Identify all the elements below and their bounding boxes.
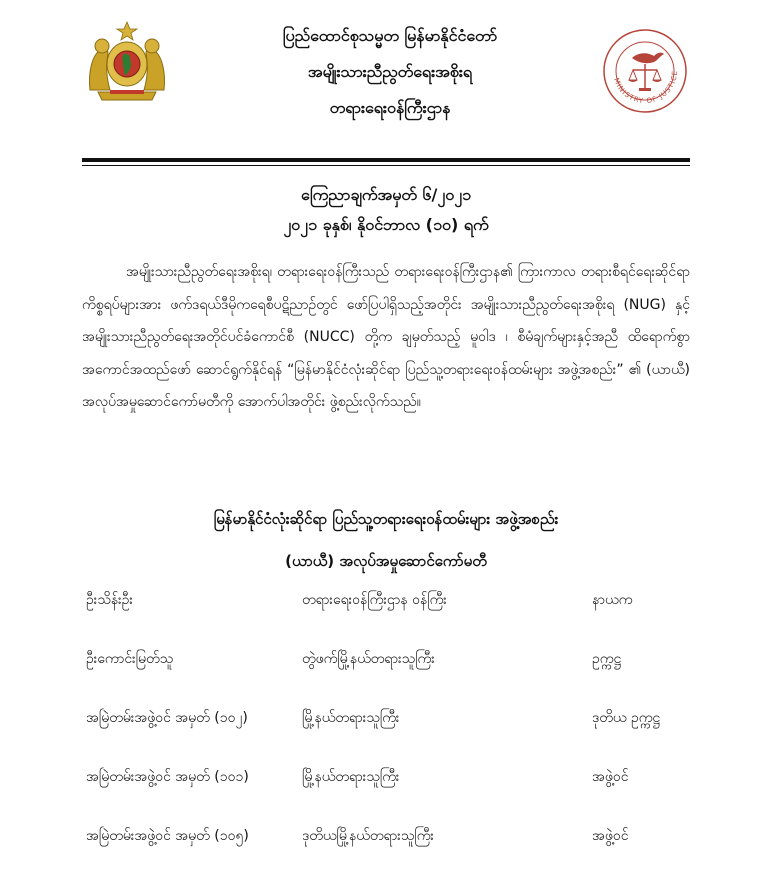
header-divider-thick <box>82 158 690 162</box>
document-header <box>180 18 600 126</box>
body-paragraph: အမျိုးသားညီညွတ်ရေးအစိုးရ၊ တရားရေးဝန်ကြီးသည် တရားရေးဝန်ကြီးဌာန၏ ကြားကာလ တရားစီရင်ရေးဆိုင်ရာကိစ္စရပ်များအား ဖက်ဒရယ်ဒီမိုကရေစီပဋိညာဉ်တွင် ဖော်ပြပါရှိသည့်အတိုင်း အမျိုးသားညီညွတ်ရေးအစိုးရ (NUG) နှင့် အမျိုးသားညီညွတ်ရေးအတိုင်ပင်ခံကောင်စီ (NUCC) တို့က ချမှတ်သည့် မူဝါဒ ၊ စီမံချက်များနှင့်အညီ ထိရောက်စွာ အကောင်အထည်ဖော် ဆောင်ရွက်နိုင်ရန် “မြန်မာနိုင်ငံလုံးဆိုင်ရာ ပြည်သူ့တရားရေးဝန်ထမ်းများ အဖွဲ့အစည်း” ၏ (ယာယီ) အလုပ်အမှုဆောင်ကော်မတီကို အောက်ပါအတိုင်း ဖွဲ့စည်းလိုက်သည်။ <box>82 264 690 410</box>
header-line-ministry: တရားရေးဝန်ကြီးဌာန <box>329 98 451 117</box>
announcement-body <box>82 256 690 419</box>
member-row <box>82 708 690 767</box>
header-line-government: အမျိုးသားညီညွတ်ရေးအစိုးရ <box>307 62 473 81</box>
ministry-seal-icon <box>602 28 688 114</box>
member-name: အမြဲတမ်းအဖွဲ့ဝင် အမှတ် (၁၀၂) <box>86 710 248 726</box>
committee-members-list <box>82 590 690 885</box>
member-name: အမြဲတမ်းအဖွဲ့ဝင် အမှတ် (၁၀၅) <box>86 828 249 844</box>
member-position: တရားရေးဝန်ကြီးဌာန ဝန်ကြီး <box>302 592 447 608</box>
member-row <box>82 649 690 708</box>
member-position: မြို့နယ်တရားသူကြီး <box>302 710 400 726</box>
organization-title: မြန်မာနိုင်ငံလုံးဆိုင်ရာ ပြည်သူ့တရားရေးဝန်ထမ်းများ အဖွဲ့အစည်း <box>213 510 559 528</box>
member-role: နာယက <box>592 592 633 608</box>
state-emblem-icon <box>84 20 170 104</box>
member-name: ဦးသိန်းဦး <box>86 592 133 608</box>
announcement-date: ၂၀၂၁ ခုနှစ်၊ နိုဝင်ဘာလ (၁၀) ရက် <box>283 215 489 234</box>
member-row <box>82 826 690 885</box>
member-name: ဦးကောင်းမြတ်သူ <box>86 651 174 667</box>
member-role: ဥက္ကဋ္ဌ <box>592 651 622 667</box>
announcement-number: ကြေညာချက်အမှတ် ၆/၂၀၂၁ <box>300 185 472 204</box>
seal-ring-text: MINISTRY OF JUSTICE <box>611 69 680 106</box>
announcement-block <box>82 180 690 240</box>
header-divider-thin <box>82 165 690 166</box>
committee-subtitle: (ယာယီ) အလုပ်အမှုဆောင်ကော်မတီ <box>285 552 487 570</box>
member-position: တွဲဖက်မြို့နယ်တရားသူကြီး <box>302 651 435 667</box>
member-position: မြို့နယ်တရားသူကြီး <box>302 769 400 785</box>
member-role: ဒုတိယ ဥက္ကဋ္ဌ <box>592 710 661 726</box>
member-role: အဖွဲ့ဝင် <box>592 769 629 785</box>
member-role: အဖွဲ့ဝင် <box>592 828 629 844</box>
header-line-country: ပြည်ထောင်စုသမ္မတ မြန်မာနိုင်ငံတော် <box>282 26 498 45</box>
member-name: အမြဲတမ်းအဖွဲ့ဝင် အမှတ် (၁၀၁) <box>86 769 249 785</box>
member-position: ဒုတိယမြို့နယ်တရားသူကြီး <box>302 828 434 844</box>
member-row <box>82 767 690 826</box>
member-row <box>82 590 690 649</box>
